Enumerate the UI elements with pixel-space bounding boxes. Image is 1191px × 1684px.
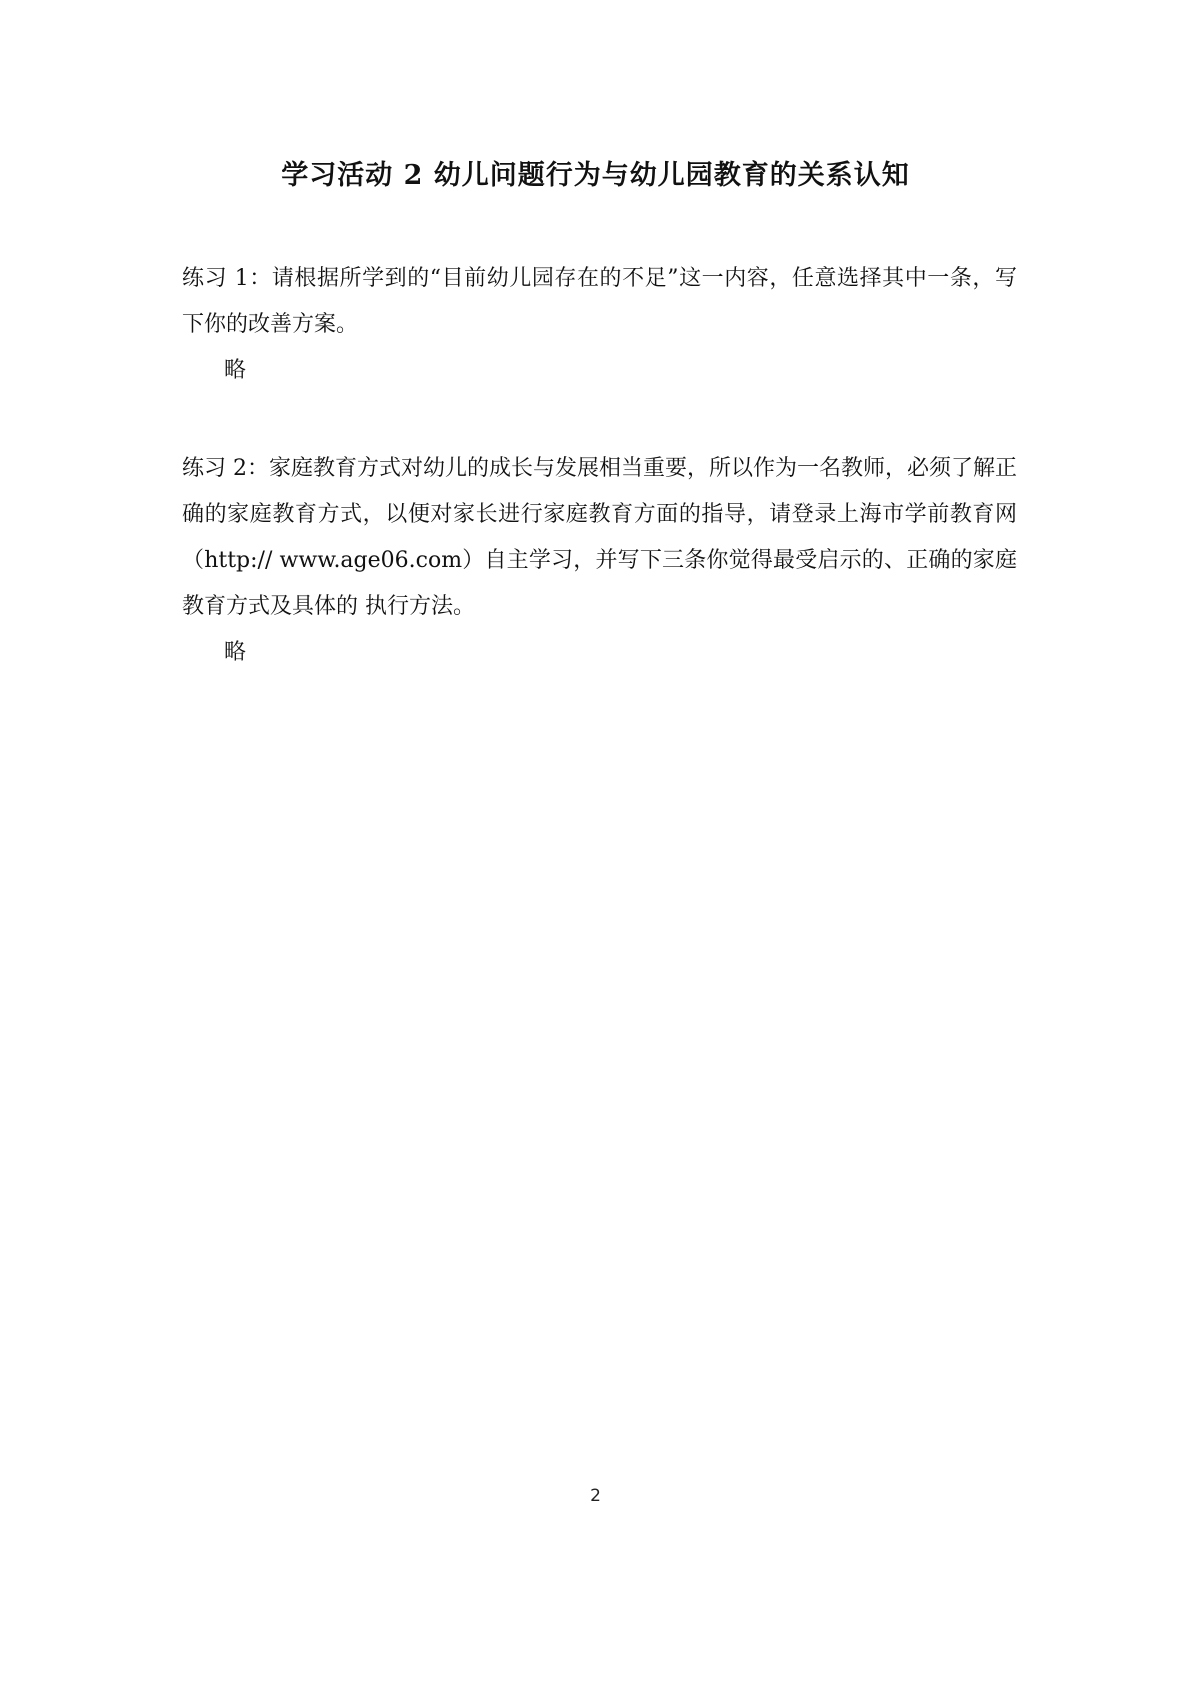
page-number: 2 — [590, 1486, 601, 1506]
exercise-2 — [182, 446, 1017, 676]
exercise-1-answer: 略 — [224, 358, 247, 383]
page-title: 学习活动 2 幼儿问题行为与幼儿园教育的关系认知 — [281, 160, 910, 191]
exercise-1 — [182, 256, 1017, 394]
exercise-1-prompt: 练习 1：请根据所学到的“目前幼儿园存在的不足”这一内容，任意选择其中一条，写下你的改善方案。 — [182, 266, 1017, 337]
exercise-2-answer: 略 — [224, 640, 247, 665]
exercise-2-prompt: 练习 2：家庭教育方式对幼儿的成长与发展相当重要，所以作为一名教师，必须了解正确的家庭教育方式，以便对家长进行家庭教育方面的指导，请登录上海市学前教育网（http:// www.age06.com）自主学习，并写下三条你觉得最受启示的、正确的家庭教育方式及具体的 执行方法。 — [182, 456, 1017, 619]
